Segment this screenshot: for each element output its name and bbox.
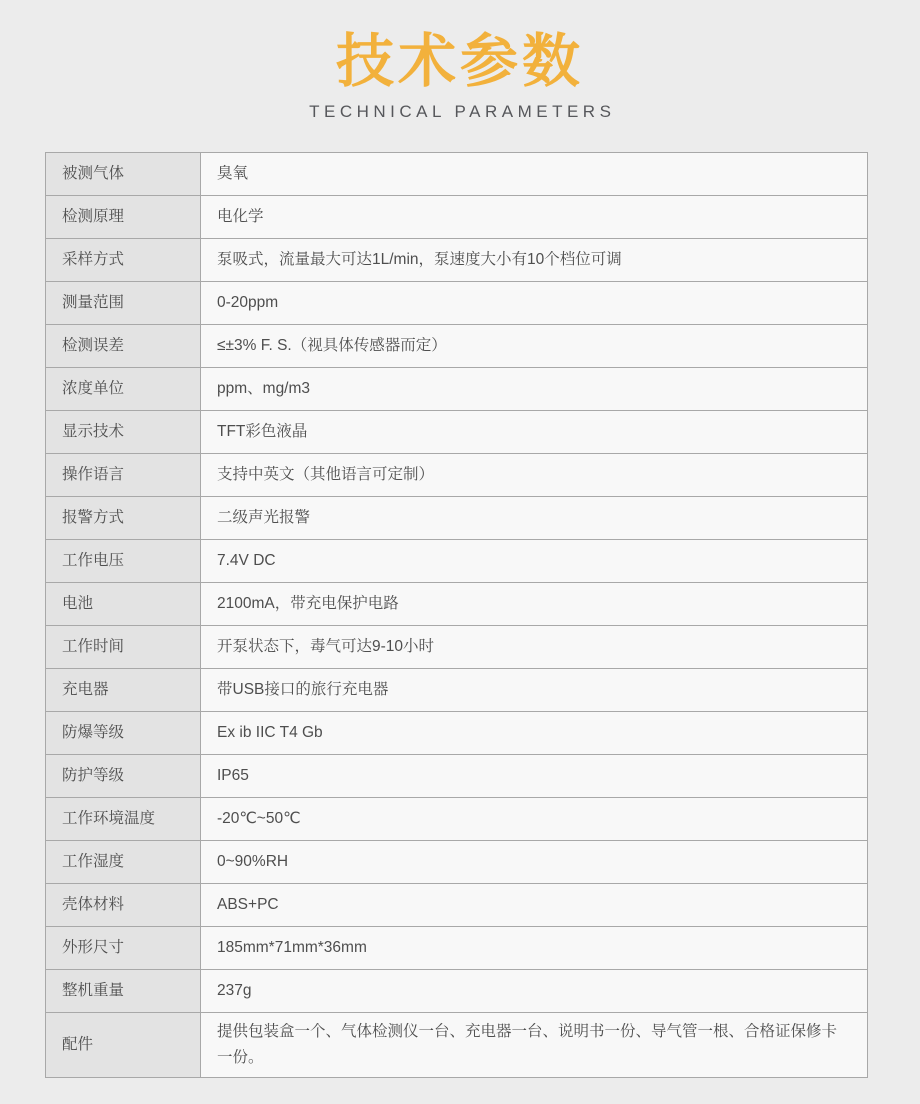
spec-value: TFT彩色液晶 (201, 411, 868, 454)
spec-label: 外形尺寸 (46, 927, 201, 970)
spec-value: 电化学 (201, 196, 868, 239)
spec-value: IP65 (201, 755, 868, 798)
table-row (46, 454, 868, 497)
table-row (46, 282, 868, 325)
spec-table-body (46, 153, 868, 1078)
spec-label: 报警方式 (46, 497, 201, 540)
spec-value: 开泵状态下，毒气可达9-10小时 (201, 626, 868, 669)
table-row (46, 325, 868, 368)
spec-label: 壳体材料 (46, 884, 201, 927)
spec-value: 237g (201, 970, 868, 1013)
spec-value: 7.4V DC (201, 540, 868, 583)
spec-value: 提供包装盒一个、气体检测仪一台、充电器一台、说明书一份、导气管一根、合格证保修卡一份。 (201, 1013, 868, 1078)
spec-label: 配件 (46, 1013, 201, 1078)
table-row (46, 669, 868, 712)
spec-label: 检测误差 (46, 325, 201, 368)
spec-label: 浓度单位 (46, 368, 201, 411)
table-row (46, 239, 868, 282)
table-row (46, 841, 868, 884)
spec-value: 0-20ppm (201, 282, 868, 325)
spec-value: -20℃~50℃ (201, 798, 868, 841)
spec-label: 操作语言 (46, 454, 201, 497)
spec-value: 泵吸式，流量最大可达1L/min，泵速度大小有10个档位可调 (201, 239, 868, 282)
table-row (46, 196, 868, 239)
spec-value: ABS+PC (201, 884, 868, 927)
table-row (46, 884, 868, 927)
table-row (46, 540, 868, 583)
spec-value: 支持中英文（其他语言可定制） (201, 454, 868, 497)
spec-value: 二级声光报警 (201, 497, 868, 540)
spec-label: 整机重量 (46, 970, 201, 1013)
spec-value: Ex ib IIC T4 Gb (201, 712, 868, 755)
table-row (46, 497, 868, 540)
spec-value: 带USB接口的旅行充电器 (201, 669, 868, 712)
spec-label: 电池 (46, 583, 201, 626)
spec-label: 防爆等级 (46, 712, 201, 755)
spec-label: 工作湿度 (46, 841, 201, 884)
spec-value: ≤±3% F. S.（视具体传感器而定） (201, 325, 868, 368)
spec-label: 检测原理 (46, 196, 201, 239)
table-row (46, 411, 868, 454)
table-row (46, 970, 868, 1013)
table-row (46, 626, 868, 669)
table-row (46, 368, 868, 411)
spec-label: 采样方式 (46, 239, 201, 282)
header (0, 0, 920, 123)
spec-value: ppm、mg/m3 (201, 368, 868, 411)
page-subtitle: TECHNICAL PARAMETERS (309, 102, 616, 121)
page-title: 技术参数 (335, 29, 584, 94)
table-row (46, 927, 868, 970)
spec-label: 工作电压 (46, 540, 201, 583)
spec-label: 防护等级 (46, 755, 201, 798)
spec-table (45, 152, 868, 1078)
table-row (46, 1013, 868, 1078)
table-row (46, 755, 868, 798)
spec-label: 工作环境温度 (46, 798, 201, 841)
spec-value: 185mm*71mm*36mm (201, 927, 868, 970)
spec-label: 充电器 (46, 669, 201, 712)
spec-label: 被测气体 (46, 153, 201, 196)
spec-value: 2100mA，带充电保护电路 (201, 583, 868, 626)
spec-label: 测量范围 (46, 282, 201, 325)
table-row (46, 712, 868, 755)
table-row (46, 153, 868, 196)
spec-value: 臭氧 (201, 153, 868, 196)
spec-value: 0~90%RH (201, 841, 868, 884)
table-row (46, 583, 868, 626)
spec-label: 工作时间 (46, 626, 201, 669)
spec-label: 显示技术 (46, 411, 201, 454)
table-row (46, 798, 868, 841)
